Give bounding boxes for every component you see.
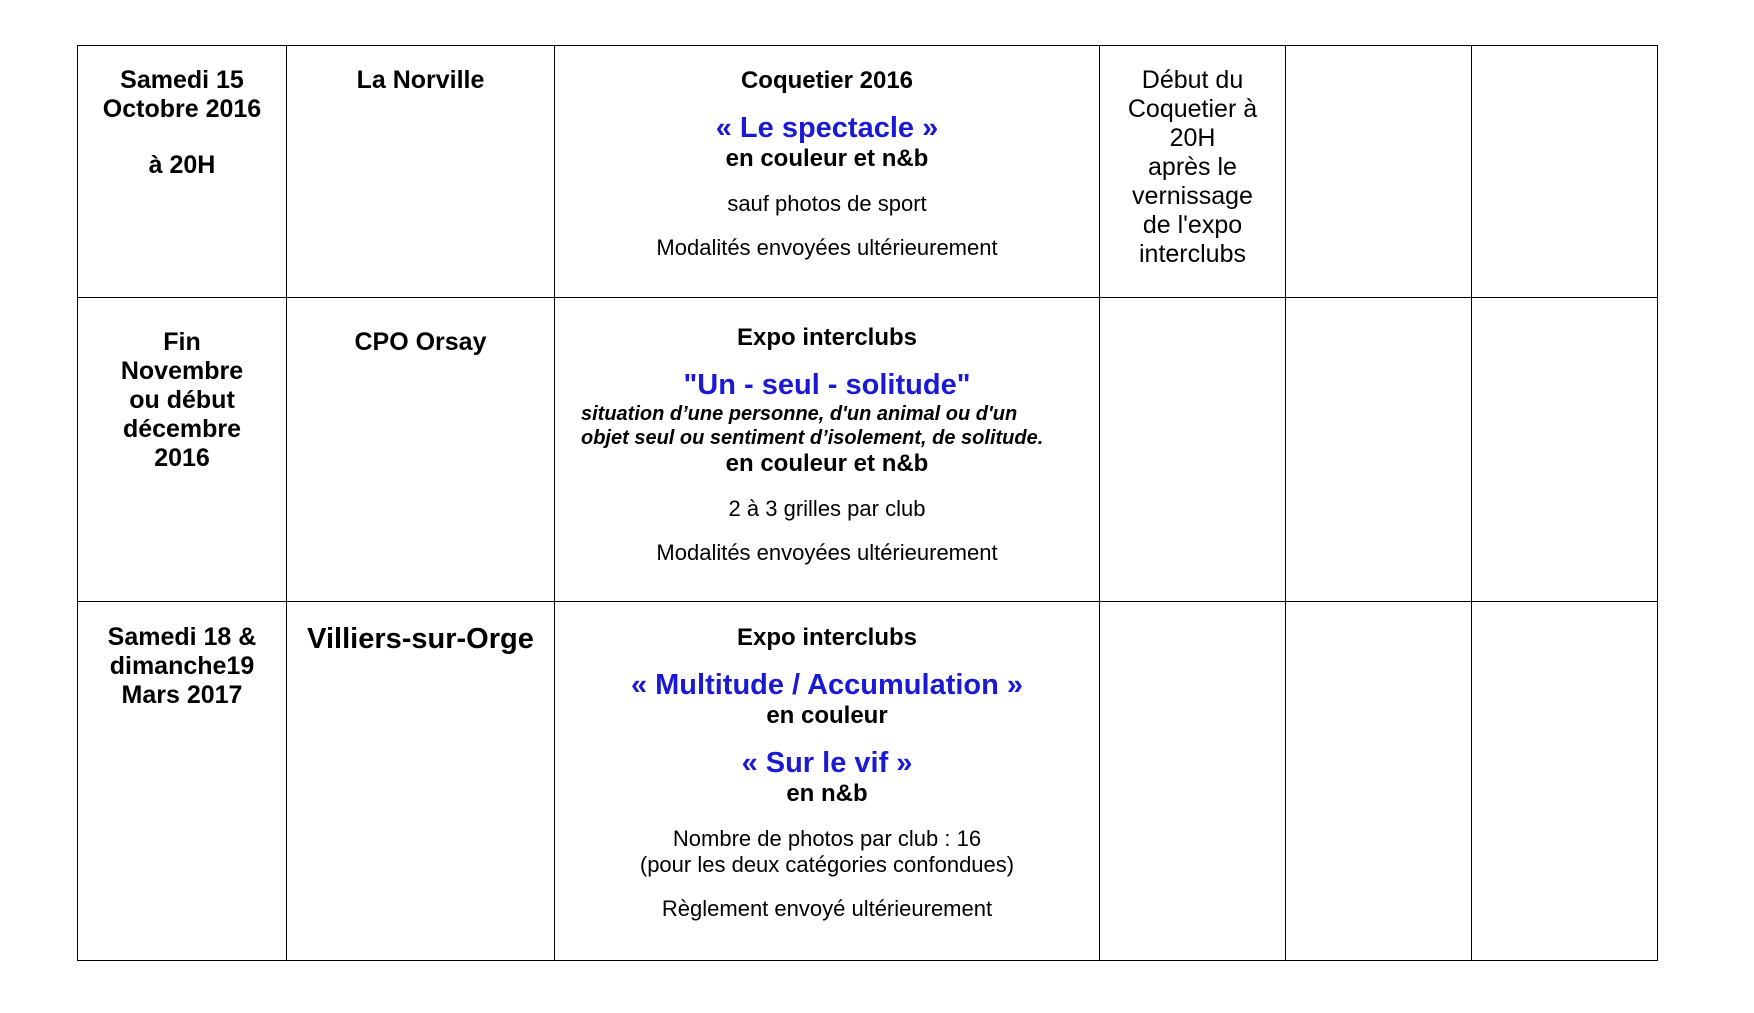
- place-name: La Norville: [356, 66, 485, 94]
- date-line: Mars 2017: [121, 681, 243, 709]
- date-line: dimanche19: [109, 652, 255, 680]
- empty-cell: [1286, 46, 1472, 298]
- theme-subtitle: en couleur et n&b: [725, 450, 929, 477]
- date-line: Octobre 2016: [102, 95, 262, 123]
- theme-title: « Sur le vif »: [741, 747, 913, 779]
- date-line: 2016: [154, 444, 210, 472]
- place-name: Villiers-sur-Orge: [307, 623, 534, 655]
- theme-heading: Expo interclubs: [736, 624, 918, 651]
- theme-detail: (pour les deux catégories confondues): [639, 852, 1015, 877]
- theme-description: objet seul ou sentiment d’isolement, de solitude.: [581, 427, 1044, 449]
- empty-cell: [1472, 602, 1658, 961]
- date-cell: [78, 298, 287, 602]
- date-line: Fin: [163, 328, 201, 356]
- theme-cell: [555, 298, 1100, 602]
- table-row: [78, 298, 1658, 602]
- empty-cell: [1100, 298, 1286, 602]
- empty-cell: [1286, 602, 1472, 961]
- events-schedule-table: [77, 45, 1658, 961]
- theme-title: "Un - seul - solitude": [683, 369, 971, 401]
- theme-detail: 2 à 3 grilles par club: [728, 496, 926, 521]
- date-cell: [78, 602, 287, 961]
- empty-cell: [1286, 298, 1472, 602]
- empty-cell: [1100, 602, 1286, 961]
- date-line: Samedi 15: [120, 66, 244, 94]
- note-line: vernissage: [1132, 182, 1253, 210]
- theme-subtitle: en couleur et n&b: [725, 145, 929, 172]
- note-line: 20H: [1169, 124, 1216, 152]
- table-row: [78, 602, 1658, 961]
- note-line: après le: [1148, 153, 1237, 181]
- place-cell: [287, 602, 555, 961]
- theme-modalities: Modalités envoyées ultérieurement: [656, 540, 998, 565]
- theme-heading: Coquetier 2016: [740, 67, 914, 94]
- theme-rules: Règlement envoyé ultérieurement: [661, 896, 993, 921]
- theme-cell: [555, 46, 1100, 298]
- theme-title: « Le spectacle »: [715, 112, 939, 144]
- empty-cell: [1472, 298, 1658, 602]
- date-line: Samedi 18 &: [107, 623, 257, 651]
- date-cell: [78, 46, 287, 298]
- place-name: CPO Orsay: [354, 328, 487, 356]
- note-line: interclubs: [1139, 240, 1246, 268]
- place-cell: [287, 298, 555, 602]
- theme-modalities: Modalités envoyées ultérieurement: [656, 235, 998, 260]
- date-line: ou début: [129, 386, 235, 414]
- note-cell: [1100, 46, 1286, 298]
- note-line: Coquetier à: [1127, 95, 1258, 123]
- theme-title: « Multitude / Accumulation »: [630, 669, 1024, 701]
- empty-cell: [1472, 46, 1658, 298]
- note-line: Début du: [1141, 66, 1244, 94]
- theme-detail: sauf photos de sport: [727, 191, 927, 216]
- date-time: à 20H: [148, 151, 216, 179]
- place-cell: [287, 46, 555, 298]
- note-line: de l'expo: [1142, 211, 1243, 239]
- theme-heading: Expo interclubs: [736, 324, 918, 351]
- table-row: [78, 46, 1658, 298]
- date-line: décembre: [122, 415, 242, 443]
- theme-detail: Nombre de photos par club : 16: [672, 826, 982, 851]
- date-line: Novembre: [120, 357, 244, 385]
- theme-cell: [555, 602, 1100, 961]
- theme-subtitle: en couleur: [766, 702, 888, 729]
- theme-description: situation d’une personne, d'un animal ou d'un: [581, 403, 1018, 425]
- theme-subtitle: en n&b: [786, 780, 868, 807]
